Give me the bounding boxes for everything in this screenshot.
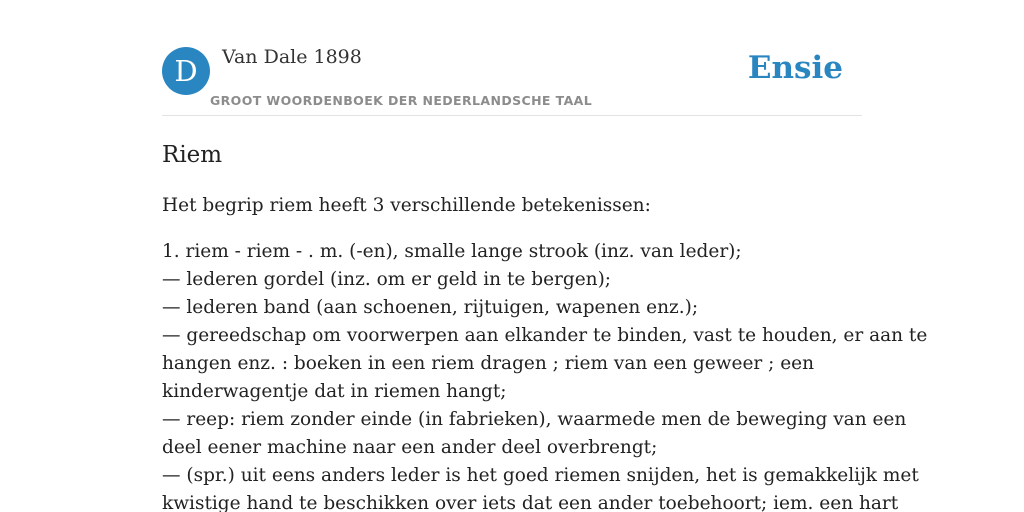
definition-line: kwistige hand te beschikken over iets dat een ander toebehoort; iem. een hart: [162, 493, 899, 512]
definition-line: deel eener machine naar een ander deel overbrengt;: [162, 437, 658, 458]
site-subtitle: GROOT WOORDENBOEK DER NEDERLANDSCHE TAAL: [210, 93, 593, 108]
definition-line: — lederen gordel (inz. om er geld in te bergen);: [162, 269, 612, 290]
definition-line: — gereedschap om voorwerpen aan elkander te binden, vast te houden, er aan te: [162, 325, 928, 346]
definition-line: — (spr.) uit eens anders leder is het goed riemen snijden, het is gemakkelijk met: [162, 465, 919, 486]
definition-line: — lederen band (aan schoenen, rijtuigen, wapenen enz.);: [162, 297, 699, 318]
site-logo-avatar[interactable]: D: [162, 47, 210, 95]
site-name-link[interactable]: Van Dale 1898: [222, 46, 362, 68]
definition-line: hangen enz. : boeken in een riem dragen ; riem van een geweer ; een: [162, 353, 815, 374]
definition-line: kinderwagentje dat in riemen hangt;: [162, 381, 507, 402]
brand-logo-link[interactable]: Ensie: [747, 50, 843, 86]
definition-line: — reep: riem zonder einde (in fabrieken), waarmede men de beweging van een: [162, 409, 907, 430]
site-header: [162, 0, 862, 116]
entry-title: Riem: [162, 142, 223, 168]
definition-text: [162, 238, 928, 512]
entry-intro: Het begrip riem heeft 3 verschillende betekenissen:: [162, 195, 651, 216]
definition-line: 1. riem - riem - . m. (-en), smalle lange strook (inz. van leder);: [162, 241, 742, 262]
entry-content: [162, 116, 928, 512]
